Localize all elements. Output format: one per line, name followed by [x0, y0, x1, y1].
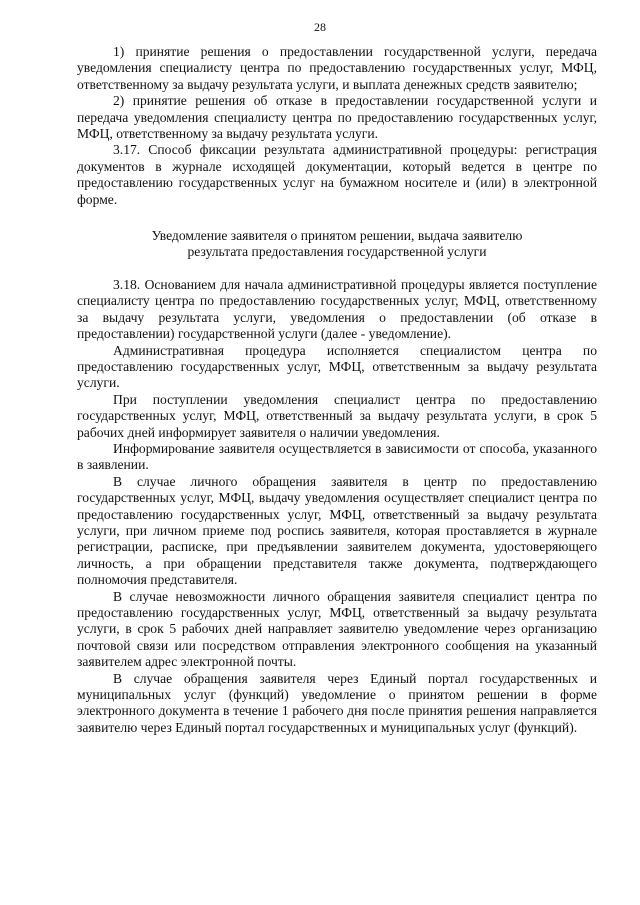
section-heading-line-1: Уведомление заявителя о принятом решении, выдача заявителю	[151, 228, 523, 244]
page-number: 28	[314, 20, 326, 34]
paragraph-unified-portal: В случае обращения заявителя через Единый портал государственных и муниципальных услуг (функций) уведомление о принятом решении в форме электронного документа в течение 1 рабочего дня после принятия решения направляется заявителю через Единый портал государственных и муниципальных услуг (функций).	[77, 670, 597, 735]
section-heading	[77, 228, 597, 261]
document-body	[77, 44, 597, 736]
paragraph-3-18: 3.18. Основанием для начала административной процедуры является поступление специалисту центра по предоставлению государственных услуг, МФЦ, ответственному за выдачу результата услуги, уведомления о предоставлении (об отказе в предоставлении) государственной услуги (далее - уведомление).	[77, 276, 597, 342]
paragraph-personal-visit: В случае личного обращения заявителя в центр по предоставлению государственных услуг, МФЦ, выдачу уведомления осуществляет специалист центра по предоставлению государственных услуг, МФЦ, ответственный за выдачу результата услуги, при личном приеме под роспись заявителя, которая проставляется в журнале регистрации, расписке, при предъявлении заявителем документа, удостоверяющего личность, а при обращении представителя также документа, подтверждающего полномочия представителя.	[77, 473, 597, 588]
section-heading-line-2: результата предоставления государственной услуги	[187, 244, 487, 260]
paragraph-item-1: 1) принятие решения о предоставлении государственной услуги, передача уведомления специалисту центра по предоставлению государственных услуг, МФЦ, ответственному за выдачу результата услуги, и выплата денежных средств заявителю;	[77, 44, 597, 92]
paragraph-no-personal-visit: В случае невозможности личного обращения заявителя специалист центра по предоставлению государственных услуг, МФЦ, ответственный за выдачу результата услуги, в срок 5 рабочих дней направляет заявителю уведомление через организацию почтовой связи или посредством отправления электронного сообщения на указанный заявителем адрес электронной почты.	[77, 588, 597, 670]
paragraph-item-2: 2) принятие решения об отказе в предоставлении государственной услуги и передача уведомления специалисту центра по предоставлению государственных услуг, МФЦ, ответственному за выдачу результата услуги.	[77, 93, 597, 142]
paragraph-informing-method: Информирование заявителя осуществляется в зависимости от способа, указанного в заявлении.	[77, 440, 597, 473]
paragraph-notification-receipt: При поступлении уведомления специалист центра по предоставлению государственных услуг, МФЦ, ответственный за выдачу результата услуги, в срок 5 рабочих дней информирует заявителя о наличии уведомления.	[77, 391, 597, 440]
paragraph-3-17: 3.17. Способ фиксации результата административной процедуры: регистрация документов в журнале исходящей документации, который ведется в центре по предоставлению государственных услуг на бумажном носителе и (или) в электронной форме.	[77, 142, 597, 207]
paragraph-procedure-executor: Административная процедура исполняется специалистом центра по предоставлению государственных услуг, МФЦ, ответственным за выдачу результата услуги.	[77, 342, 597, 391]
